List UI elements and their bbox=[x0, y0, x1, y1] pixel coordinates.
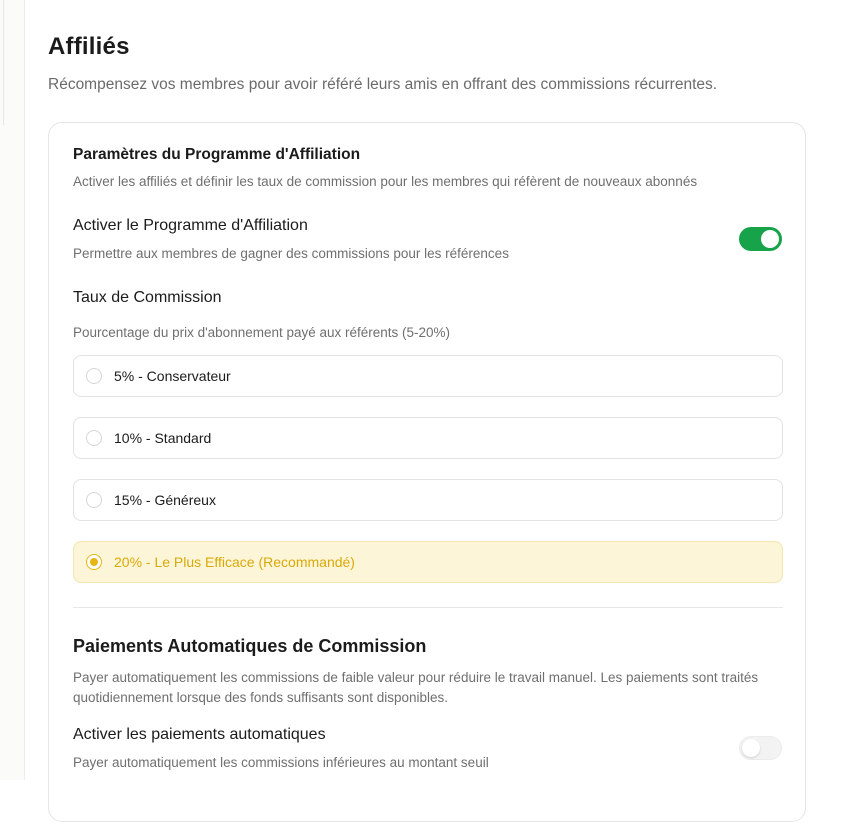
auto-payouts-toggle[interactable] bbox=[739, 736, 782, 760]
program-settings-description: Activer les affiliés et définir les taux de commission pour les membres qui réfèrent de nouveaux abonnés bbox=[73, 174, 698, 189]
left-sidebar bbox=[0, 0, 25, 780]
commission-rate-description: Pourcentage du prix d'abonnement payé aux référents (5-20%) bbox=[73, 325, 451, 340]
auto-payouts-title: Paiements Automatiques de Commission bbox=[73, 636, 427, 656]
radio-button[interactable] bbox=[86, 368, 102, 384]
commission-option-10[interactable] bbox=[73, 417, 783, 459]
section-divider bbox=[73, 607, 783, 608]
commission-option-label: 5% - Conservateur bbox=[114, 368, 231, 384]
radio-button[interactable] bbox=[86, 492, 102, 508]
commission-option-5[interactable] bbox=[73, 355, 783, 397]
commission-option-label: 10% - Standard bbox=[114, 430, 212, 446]
commission-option-label: 15% - Généreux bbox=[114, 492, 216, 508]
page-title: Affiliés bbox=[48, 33, 130, 60]
enable-program-label: Activer le Programme d'Affiliation bbox=[73, 217, 308, 234]
affiliate-settings-card bbox=[48, 122, 806, 822]
radio-button[interactable] bbox=[86, 430, 102, 446]
auto-payouts-description: Payer automatiquement les commissions de faible valeur pour réduire le travail manuel. Les paiements sont traités quotidiennement lorsque des fonds suffisants sont disponibles. bbox=[73, 670, 759, 705]
enable-program-description: Permettre aux membres de gagner des commissions pour les références bbox=[73, 246, 509, 261]
commission-option-20[interactable] bbox=[73, 541, 783, 583]
toggle-knob bbox=[761, 230, 779, 248]
radio-button-selected[interactable] bbox=[86, 554, 102, 570]
commission-rate-title: Taux de Commission bbox=[73, 289, 222, 306]
auto-payouts-toggle-description: Payer automatiquement les commissions inférieures au montant seuil bbox=[73, 755, 489, 770]
program-settings-title: Paramètres du Programme d'Affiliation bbox=[73, 146, 361, 163]
auto-payouts-toggle-label: Activer les paiements automatiques bbox=[73, 726, 326, 743]
sidebar-edge bbox=[0, 0, 4, 125]
enable-program-toggle[interactable] bbox=[739, 227, 782, 251]
commission-option-label: 20% - Le Plus Efficace (Recommandé) bbox=[114, 554, 355, 570]
toggle-knob bbox=[742, 739, 760, 757]
page-subtitle: Récompensez vos membres pour avoir référé leurs amis en offrant des commissions récurrentes. bbox=[48, 76, 718, 93]
commission-option-15[interactable] bbox=[73, 479, 783, 521]
